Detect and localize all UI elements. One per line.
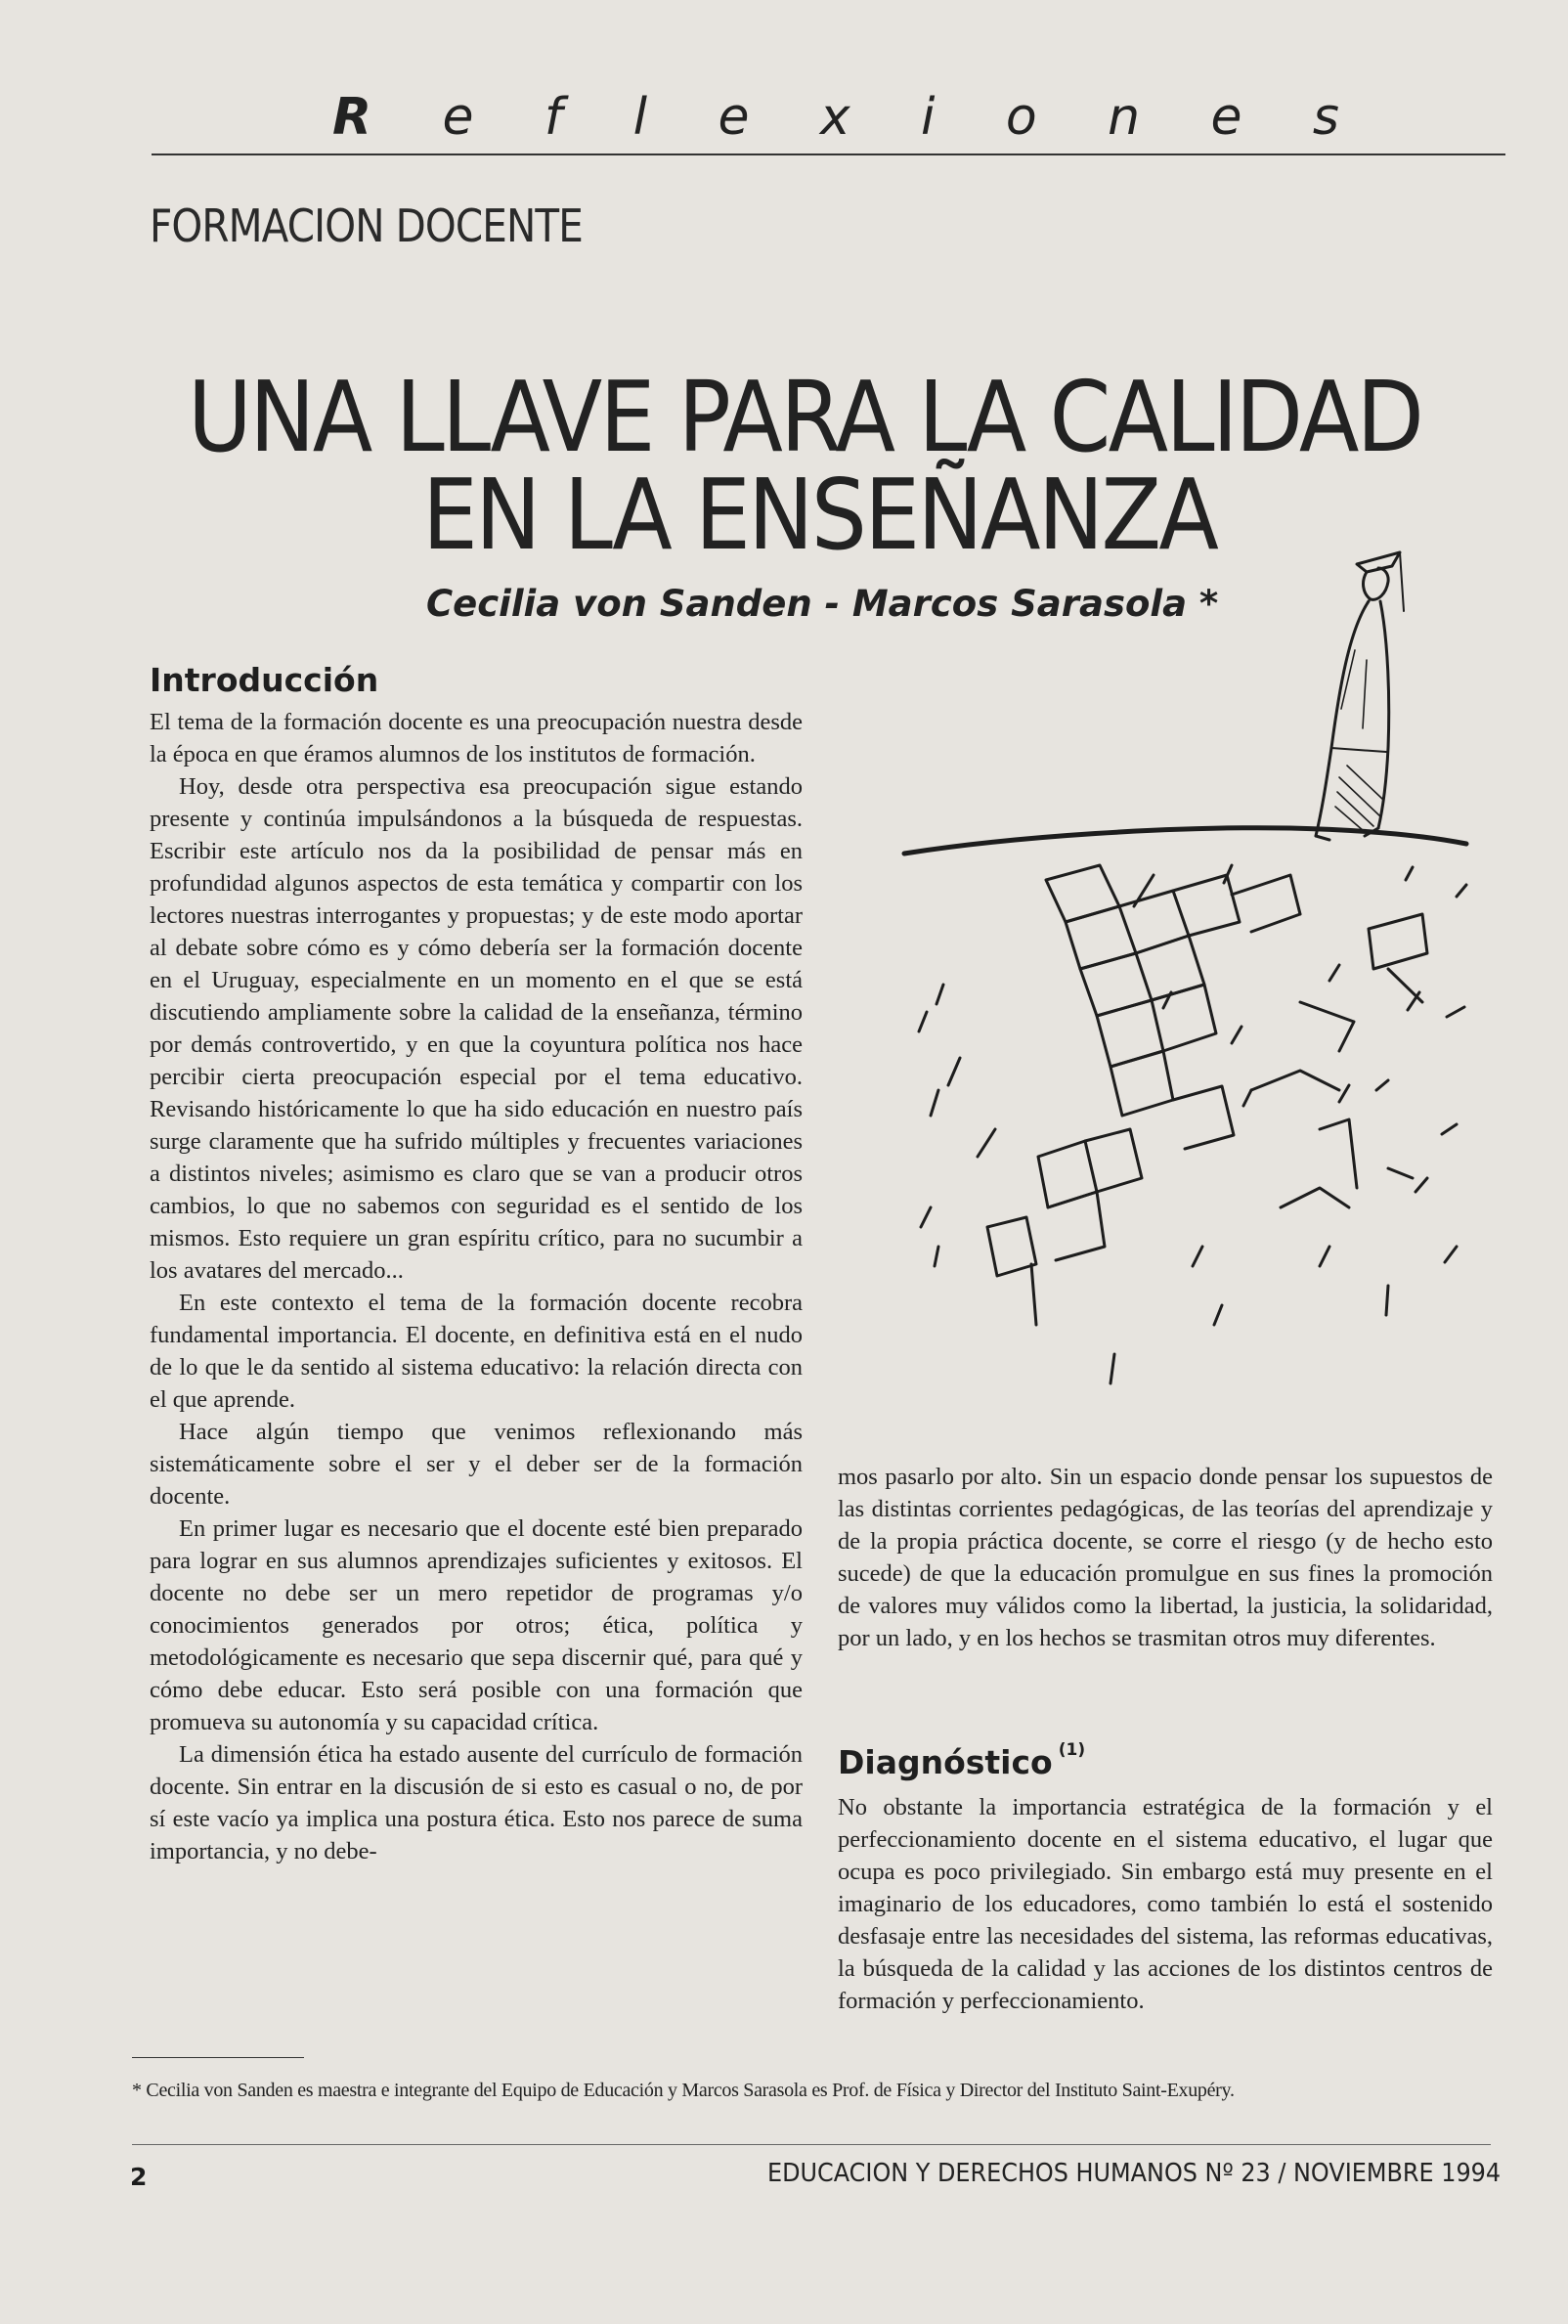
article-authors: Cecilia von Sanden - Marcos Sarasola * <box>426 583 1219 625</box>
paragraph: mos pasarlo por alto. Sin un espacio donde pensar los supuestos de las distintas corrientes pedagógicas, de las teorías del aprendizaje y de la propia práctica docente, se corre el riesgo (y de hecho esto sucede) de que la educación promulgue en sus fines la promoción de valores muy válidos como la libertad, la justicia, la solidaridad, por un lado, y en los hechos se trasmitan otros muy diferentes. <box>838 1464 1493 1651</box>
paragraph: No obstante la importancia estratégica de la formación y el perfeccionamiento docente en el sistema educativo, el lugar que ocupa es poco privilegiado. Sin embargo está muy presente en el imaginario de los educadores, como también lo está el sostenido desfasaje entre las necesidades del sistema, las reformas educativas, la búsqueda de la calidad y las acciones de los distintos centros de formación y perfeccionamiento. <box>838 1794 1493 2014</box>
article-title-line-1: UNA LLAVE PARA LA CALIDAD <box>188 360 1422 474</box>
header-letter: e <box>442 88 474 147</box>
header-letter: x <box>819 88 850 147</box>
header-letter: f <box>544 88 563 147</box>
article-column-right-continuation <box>838 1461 1493 1654</box>
article-column-right-diagnostico <box>838 1791 1493 2017</box>
section-label: FORMACION DOCENTE <box>150 199 583 252</box>
footer-rule <box>132 2144 1491 2145</box>
footnote-marker: (1) <box>1058 1740 1086 1760</box>
author-footnote: * Cecilia von Sanden es maestra e integrante del Equipo de Educación y Marcos Sarasola es Prof. de Física y Director del Instituto Saint-Exupéry. <box>132 2080 1235 2101</box>
header-letter: R <box>332 88 372 147</box>
section-heading-diagnostico <box>838 1740 1086 1781</box>
paragraph: El tema de la formación docente es una preocupación nuestra desde la época en que éramos alumnos de los institutos de formación. <box>150 709 803 767</box>
section-header-reflexiones <box>332 68 1339 147</box>
header-rule <box>152 153 1505 155</box>
header-letter: e <box>1210 88 1242 147</box>
page-number: 2 <box>130 2163 148 2191</box>
header-letter: s <box>1312 88 1339 147</box>
diagnostico-heading-text: Diagnóstico <box>838 1743 1053 1781</box>
header-letter: i <box>921 88 936 147</box>
footnote-rule <box>132 2057 304 2058</box>
publication-footer: EDUCACION Y DERECHOS HUMANOS Nº 23 / NOVIEMBRE 1994 <box>767 2159 1502 2188</box>
paragraph: Hace algún tiempo que venimos reflexionando más sistemáticamente sobre el ser y el deber ser de la formación docente. <box>150 1419 803 1510</box>
graduate-on-cliff-illustration <box>880 543 1515 1403</box>
article-title-line-2: EN LA ENSEÑANZA <box>422 458 1217 572</box>
paragraph: En este contexto el tema de la formación docente recobra fundamental importancia. El docente, en definitiva está en el nudo de lo que le da sentido al sistema educativo: la relación directa con el que aprende. <box>150 1290 803 1413</box>
header-letter: e <box>718 88 750 147</box>
paragraph: La dimensión ética ha estado ausente del currículo de formación docente. Sin entrar en la discusión de si esto es casual o no, de por sí este vacío ya implica una postura ética. Esto nos parece de suma importancia, y no debe- <box>150 1741 803 1864</box>
header-letter: n <box>1108 88 1141 147</box>
article-column-left <box>150 706 803 1867</box>
header-letter: l <box>632 88 648 147</box>
section-heading-introduccion: Introducción <box>150 661 379 699</box>
header-letter: o <box>1005 88 1037 147</box>
paragraph: Hoy, desde otra perspectiva esa preocupación sigue estando presente y continúa impulsándonos a la búsqueda de respuestas. Escribir este artículo nos da la posibilidad de pensar más en profundidad algunos aspectos de esta temática y compartir con los lectores nuestras interrogantes y propuestas; y de este modo aportar al debate sobre cómo es y cómo debería ser la formación docente en el Uruguay, especialmente en un momento en el que se está discutiendo ampliamente sobre la calidad de la enseñanza, término por demás controvertido, y en que la coyuntura política nos hace percibir cierta preocupación especial por el tema educativo. Revisando históricamente lo que ha sido educación en nuestro país surge claramente que ha sufrido múltiples y frecuentes variaciones a distintos niveles; asimismo es claro que se van a producir otros cambios, lo que no sabemos con seguridad es el sentido de los mismos. Esto requiere un gran espíritu crítico, para no sucumbir a los avatares del mercado... <box>150 773 803 1284</box>
paragraph: En primer lugar es necesario que el docente esté bien preparado para lograr en sus alumnos aprendizajes suficientes y exitosos. El docente no debe ser un mero repetidor de programas y/o conocimientos generados por otros; ética, política y metodológicamente es necesario que sepa discernir qué, para qué y cómo debe educar. Esto será posible con una formación que promueva su autonomía y su capacidad crítica. <box>150 1515 803 1735</box>
